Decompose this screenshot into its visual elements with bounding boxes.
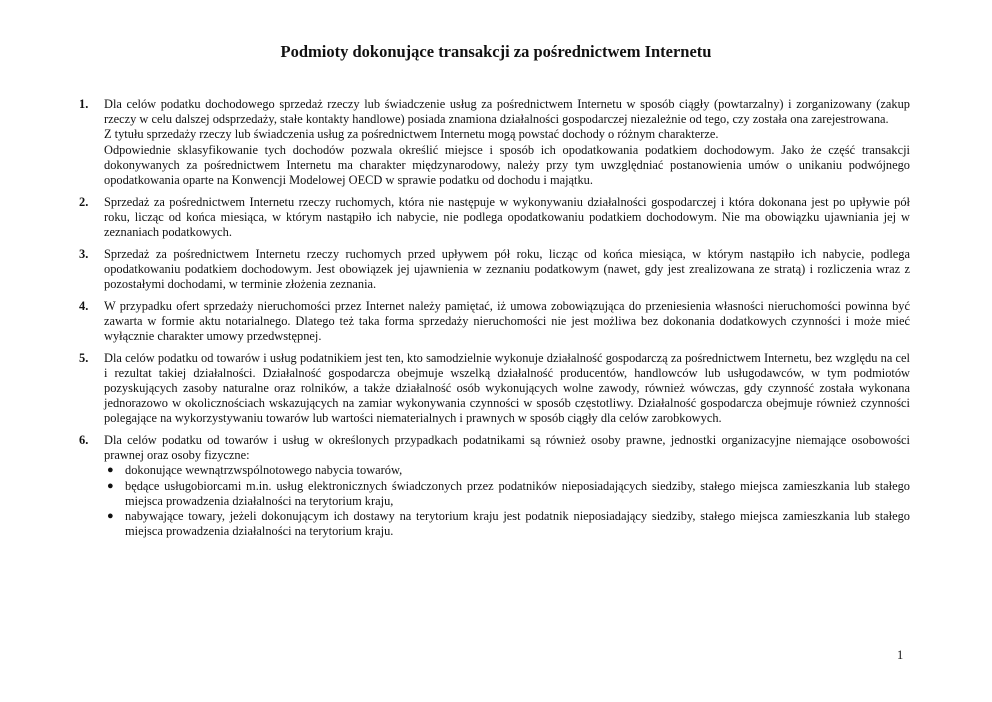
item-paragraph: Sprzedaż za pośrednictwem Internetu rzeczy ruchomych, która nie następuje w wykonywaniu działalności gospodarczej i która dokonana jest po upływie pół roku, licząc od końca miesiąca, w którym nastąpiło ich nabycie, nie podlega opodatkowaniu podatkiem dochodowym. Nie ma obowiązku ujawniania jej w zeznaniach podatkowych. <box>104 194 910 240</box>
item-number: 1. <box>79 97 89 111</box>
item-number: 2. <box>79 194 89 209</box>
bullet-item <box>104 509 910 539</box>
item-number: 6. <box>79 433 89 448</box>
item-paragraph: Odpowiednie sklasyfikowanie tych dochodów pozwala określić miejsce i sposób ich opodatkowania podatkiem dochodowym. Jako że część transakcji dokonywanych za pośrednictwem Internetu ma charakter międzynarodowy, należy przy tym uwzględniać postanowienia umów o unikaniu podwójnego opodatkowania oparte na Konwencji Modelowej OECD w sprawie podatku od dochodu i majątku. <box>104 142 910 188</box>
item-number: 4. <box>79 298 89 313</box>
page-title: Podmioty dokonujące transakcji za pośrednictwem Internetu <box>280 42 712 61</box>
item-number: 5. <box>79 350 89 365</box>
list-item-1 <box>79 97 910 188</box>
bullet-text: będące usługobiorcami m.in. usług elektronicznych świadczonych przez podatników nieposiadających siedziby, stałego miejsca zamieszkania lub stałego miejsca prowadzenia działalności na terytorium kraju, <box>125 478 910 508</box>
bullet-item <box>104 463 910 478</box>
numbered-list <box>79 97 910 546</box>
bullet-item <box>104 479 910 509</box>
bullet-icon: ● <box>107 479 114 492</box>
item-paragraph: Z tytułu sprzedaży rzeczy lub świadczenia usług za pośrednictwem Internetu mogą powstać dochody o różnym charakterze. <box>104 127 719 142</box>
list-item-5 <box>79 351 910 427</box>
item-number: 3. <box>79 246 89 261</box>
item-paragraph: Dla celów podatku dochodowego sprzedaż rzeczy lub świadczenie usług za pośrednictwem Internetu w sposób ciągły (powtarzalny) i zorganizowany (zakup rzeczy w celu dalszej odsprzedaży, stałe kontakty handlowe) posiada znamiona działalności gospodarczej niezależnie od tego, czy została ona zarejestrowana. <box>104 97 910 127</box>
item-paragraph: W przypadku ofert sprzedaży nieruchomości przez Internet należy pamiętać, iż umowa zobowiązująca do przeniesienia własności nieruchomości powinna być zawarta w formie aktu notarialnego. Dlatego też taka forma sprzedaży nieruchomości nie jest możliwa bez dokonania dodatkowych czynności i może mieć wyłącznie charakter umowy przedwstępnej. <box>104 298 910 344</box>
list-item-3 <box>79 247 910 293</box>
bullet-text: nabywające towary, jeżeli dokonującym ich dostawy na terytorium kraju jest podatnik nieposiadający siedziby, stałego miejsca zamieszkania lub stałego miejsca prowadzenia działalności na terytorium kraju. <box>125 509 910 539</box>
list-item-2 <box>79 195 910 241</box>
list-item-6 <box>79 433 910 539</box>
item-paragraph: Dla celów podatku od towarów i usług podatnikiem jest ten, kto samodzielnie wykonuje działalność gospodarczą za pośrednictwem Internetu, bez względu na cel i rezultat takiej działalności. Działalność gospodarcza obejmuje wszelką działalność producentów, handlowców lub usługodawców, w tym podmiotów pozyskujących zasoby naturalne oraz rolników, a także działalność osób wykonujących wolne zawody, również wówczas, gdy czynność została wykonana jednorazowo w okolicznościach wskazujących na zamiar wykonywania czynności w sposób częstotliwy. Działalność gospodarcza obejmuje również czynności polegające na wykorzystywaniu towarów lub wartości niematerialnych i prawnych w sposób ciągły dla celów zarobkowych. <box>104 350 910 426</box>
bullet-text: dokonujące wewnątrzwspólnotowego nabycia towarów, <box>125 463 403 478</box>
bullet-icon: ● <box>107 464 114 477</box>
item-paragraph: Dla celów podatku od towarów i usług w określonych przypadkach podatnikami są również osoby prawne, jednostki organizacyjne niemające osobowości prawnej oraz osoby fizyczne: <box>104 433 910 463</box>
bullet-list <box>104 463 910 539</box>
page-number: 1 <box>897 648 904 662</box>
bullet-icon: ● <box>107 510 114 523</box>
item-paragraph: Sprzedaż za pośrednictwem Internetu rzeczy ruchomych przed upływem pół roku, licząc od końca miesiąca, w którym nastąpiło ich nabycie, podlega opodatkowaniu podatkiem dochodowym. Jest obowiązek jej ujawnienia w zeznaniu podatkowym (nawet, gdy jest zrealizowana ze stratą) i rozliczenia wraz z pozostałymi dochodami, w terminie złożenia zeznania. <box>104 246 910 292</box>
list-item-4 <box>79 299 910 345</box>
